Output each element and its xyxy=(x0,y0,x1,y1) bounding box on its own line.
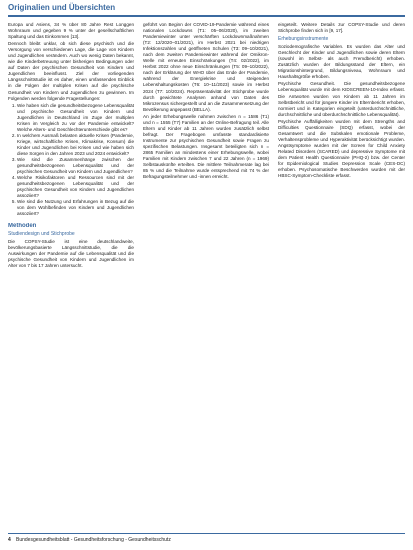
list-item: 3. Wie sind die Zusammenhänge zwischen der gesundheitsbezogenen Lebensqualität und der psychischen Gesundheit von Kindern und Jugendlichen? xyxy=(17,157,134,175)
section-label: Originalien und Übersichten xyxy=(8,3,116,12)
paragraph: Soziodemografische Variablen. Es wurden das Alter und Geschlecht der Kinder und Jugendlichen sowie deren Eltern (sowohl im Selbst- als auch Fremdbericht) erhoben. Zusätzlich wurden der Bildungsstand der Eltern, ein Migrationshintergrund, Bildungsniveau, Wohnraum und Haushaltsgröße erhoben. xyxy=(278,44,405,80)
paragraph: eingeteilt. Weitere Details zur COPSY-Studie und deren Stichprobe finden sich in [9, 17]. xyxy=(278,22,405,34)
journal-name: Bundesgesundheitsblatt - Gesundheitsforschung - Gesundheitsschutz xyxy=(16,537,171,543)
page-header xyxy=(0,0,413,20)
list-item: 1. Wie haben sich die gesundheitsbezogene Lebensqualität und psychische Gesundheit von Kindern und Jugendlichen in Deutschland im Zuge der multiplen Krisen im Vergleich zu vor der Pandemie entwickelt? Welche Alters- und Geschlechterunterschiede gibt es? xyxy=(17,103,134,133)
paragraph: Dennoch bleibt unklar, ob sich diese psychisch und die Versorgung von verschiedenen Lage, die Lage von Kindern und Jugendlichen verändern. Auch wo wenig Daten bekannt, wie die Kinderbetreuung unter bisherigen Bedingungen oder auf Daten der psychischen Gesundheit von Kindern und Jugendlichen beeinflusst. Ziel der vorliegenden Längsschnittstudie ist es daher, einen umfassenden Einblick in die Folgen der multiplen Krisen auf die psychische Gesundheit von Kindern und Jugendlichen zu gewinnen. Im Folgenden werden folgende Fragestellungen: xyxy=(8,41,134,101)
page-number: 4 xyxy=(8,537,11,543)
column-1 xyxy=(8,22,134,270)
list-item: 5. Wie sind die Nutzung und Erfahrungen in Bezug auf die von dem Wohlbefinden von Kindern und Jugendlichen assoziiert? xyxy=(17,199,134,217)
paragraph: Psychische Auffälligkeiten wurden mit dem Strengths and Difficulties Questionnaire (SDQ) erfasst, wobei der Gesamtwert und die Subskalen emotionale Probleme, Verhaltensprobleme und Hyperaktivität berücksichtigt wurden. Angstsymptome wurden mit der Screen for Child Anxiety Related Disorders (SCARED) und depressive Symptome mit dem Patient Health Questionnaire (PHQ-2) bzw. der Center for Epidemiological Studies Depression Scale (CES-DC) erhoben. Psychosomatische Beschwerden wurden mit der HBSC-Symptom-Checkliste erfasst. xyxy=(278,118,405,179)
header-rule xyxy=(8,15,405,17)
section-heading-methods: Methoden xyxy=(8,222,37,229)
subheading-design: Studiendesign und Stichprobe xyxy=(8,230,75,237)
list-item: 2. In welchem Ausmaß belasten aktuelle Krisen (Pandemie, Kriege, wirtschaftliche Krisen, Klimakrise, Konsum) die Kinder und Jugendlichen bei Krisen und wie haben sich diese Sorgen in den Jahren 2023 und 2024 entwickelt? xyxy=(17,133,134,157)
list-item: 4. Welche Risikofaktoren und Ressourcen sind mit der gesundheitsbezogenen Lebensqualität und der psychischen Gesundheit von Kindern und Jugendlichen assoziiert? xyxy=(17,175,134,199)
column-3 xyxy=(278,22,405,180)
research-questions-list xyxy=(8,103,134,218)
page-footer xyxy=(0,533,413,550)
paragraph: geführt von Beginn der COVID-19-Pandemie während eines nationalen Lockdowns (T1: 05–06/2020), im zweiten Pandemiewinter unter verschärften Lockdownmaßnahmen (T2: 12/2020–01/2021), im Herbst 2021 bei niedrigen Infektionszahlen und geöffneten Schulen (T3: 09–10/2021), nach dem zweiten Pandemiewinter während der Omikron-Welle mit erneuten Einschränkungen (T4: 02/2022), im Herbst 2022 ohne neue Einschränkungen (T5: 09–10/2022), nach der Erklärung der WHO über das Ende der Pandemie, während der Energiekrise und steigenden Lebenshaltungskosten (T6: 10–11/2023) sowie im Herbst 2024 (T7: 10/2024). Repräsentativität der Stichprobe wurde durch gewichtete Analysen anhand von Daten des Mikrozensus sichergestellt und an die Zusammensetzung der Bevölkerung angepasst (BELLA). xyxy=(143,22,269,112)
paragraph: Psychische Gesundheit. Die gesundheitsbezogene Lebensqualität wurde mit dem KIDSCREEN-10-Index erfasst. Die Antworten wurden von Kindern ab 11 Jahren im Selbstbericht und für jüngere Kinder im Elternbericht erhoben, normiert und in Kategorien eingeteilt (unterdurchschnittliche, durchschnittliche und überdurchschnittliche Lebensqualität). xyxy=(278,81,405,117)
paragraph: Europa und Asiens, 34 % über 80 Jahre Rest Longgen Wohnraum und gegeben 9 % unter der gesellschaftlichen Spaltung und das Einkommen [13]. xyxy=(8,22,134,40)
subheading-instruments: Erhebungsinstrumente xyxy=(278,36,329,43)
paragraph: An jeder Erhebungswelle nahmen zwischen n = 1586 (T1) und n = 1555 (T7) Familien an der Online-Befragung teil. Alle Eltern und Kinder ab 11 Jahren wurden zusätzlich selbst befragt. Der Fragebogen umfasste standardisierte Instrumente zur psychischen Gesundheit sowie Fragen zu spezifischen Belastungen. Insgesamt beteiligten sich n = 2865 Familien an mindestens einer Erhebungswelle, wobei Familien mit Kindern zwischen 7 und 22 Jahren (n = 1969) Selbstauskünfte erteilten. Die mittlere Teilnahmerate lag bei 85 % und die Teilnahme wurde entsprechend mit 74 % der Befragungsteilnehmer und -innen erreicht. xyxy=(143,113,269,180)
footer-rule xyxy=(8,533,405,534)
column-2 xyxy=(143,22,269,181)
paragraph: Die COPSY-Studie ist eine deutschlandweite, bevölkerungsbasierte Längsschnittstudie, die die Auswirkungen der Pandemie auf die Lebensqualität und die psychische Gesundheit von Kindern und Jugendlichen im Alter von 7 bis 17 Jahren untersucht. xyxy=(8,238,134,268)
